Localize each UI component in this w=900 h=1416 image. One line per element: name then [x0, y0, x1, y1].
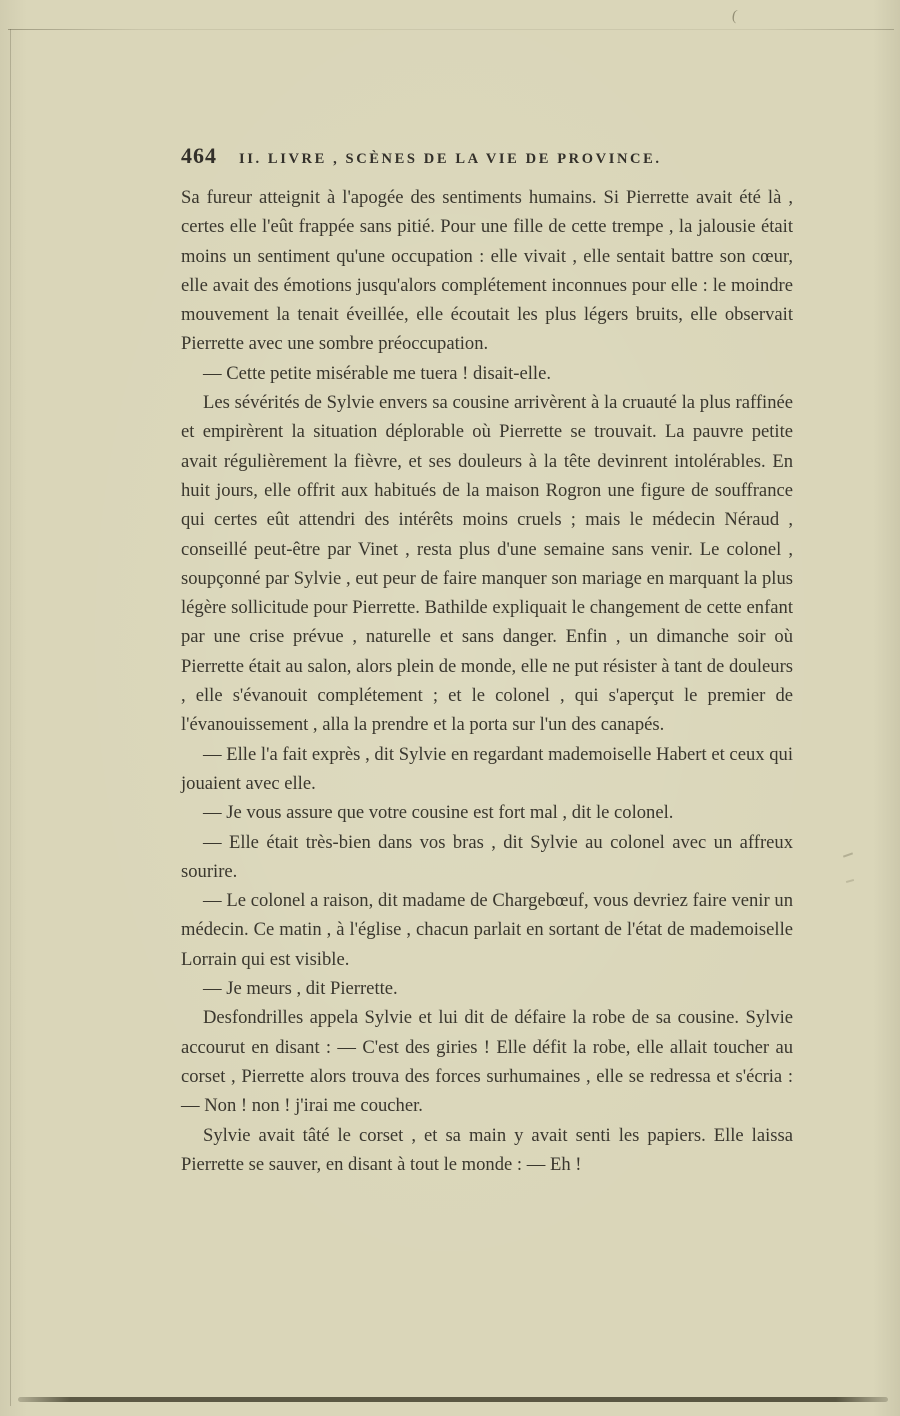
paragraph: — Je meurs , dit Pierrette.	[203, 978, 398, 1000]
running-title: II. LIVRE , SCÈNES DE LA VIE DE PROVINCE.	[239, 151, 662, 167]
page-bottom-edge-line	[18, 1397, 888, 1402]
text-column	[181, 143, 793, 1179]
paragraph: Sylvie avait tâté le corset , et sa main y avait senti les papiers. Elle laissa Pierrette se sauver, en disant à tout le monde : — Eh !	[181, 1124, 793, 1175]
paragraph: — Elle était très-bien dans vos bras , dit Sylvie au colonel avec un affreux sourire.	[181, 831, 793, 882]
paragraph: Les sévérités de Sylvie envers sa cousine arrivèrent à la cruauté la plus raffinée et empirèrent la situation déplorable où Pierrette se trouvait. La pauvre petite avait régulièrement la fièvre, et ses douleurs à la tête devinrent intolérables. En huit jours, elle offrit aux habitués de la maison Rogron une figure de souffrance qui certes eût attendri des intérêts moins cruels ; mais le médecin Néraud , conseillé peut-être par Vinet , resta plus d'une semaine sans venir. Le colonel , soupçonné par Sylvie , eut peur de faire manquer son mariage en marquant la plus légère sollicitude pour Pierrette. Bathilde expliquait le changement de cette enfant par une crise prévue , naturelle et sans danger. Enfin , un dimanche soir où Pierrette était au salon, alors plein de monde, elle ne put résister à tant de douleurs , elle s'évanouit complétement ; et le colonel , qui s'aperçut le premier de l'évanouissement , alla la prendre et la porta sur l'un des canapés.	[181, 392, 793, 736]
scan-artifact-dash	[846, 879, 854, 883]
page-left-edge-line	[10, 29, 11, 1406]
paragraph: — Cette petite misérable me tuera ! disait-elle.	[203, 362, 551, 384]
body-text	[181, 183, 793, 1179]
page-top-edge-line	[8, 29, 894, 30]
paragraph: — Elle l'a fait exprès , dit Sylvie en regardant mademoiselle Habert et ceux qui jouaient avec elle.	[181, 743, 793, 794]
scan-artifact-dash	[843, 852, 853, 857]
page-number: 464	[181, 143, 217, 168]
paragraph: — Le colonel a raison, dit madame de Chargebœuf, vous devriez faire venir un médecin. Ce matin , à l'église , chacun parlait en sortant de l'état de mademoiselle Lorrain qui est visible.	[181, 890, 793, 970]
paragraph: — Je vous assure que votre cousine est fort mal , dit le colonel.	[203, 802, 674, 824]
paragraph: Sa fureur atteignit à l'apogée des sentiments humains. Si Pierrette avait été là , certes elle l'eût frappée sans pitié. Pour une fille de cette trempe , la jalousie était moins un sentiment qu'une occupation : elle vivait , elle sentait battre son cœur, elle avait des émotions jusqu'alors complétement inconnues pour elle : le moindre mouvement la tenait éveillée, elle écoutait les plus légers bruits, elle observait Pierrette avec une sombre préoccupation.	[181, 187, 793, 355]
scan-artifact-mark: (	[730, 7, 739, 25]
paragraph: Desfondrilles appela Sylvie et lui dit de défaire la robe de sa cousine. Sylvie accourut en disant : — C'est des giries ! Elle défit la robe, elle allait toucher au corset , Pierrette alors trouva des forces surhumaines , elle se redressa et s'écria : — Non ! non ! j'irai me coucher.	[181, 1007, 793, 1117]
running-header	[181, 143, 793, 169]
